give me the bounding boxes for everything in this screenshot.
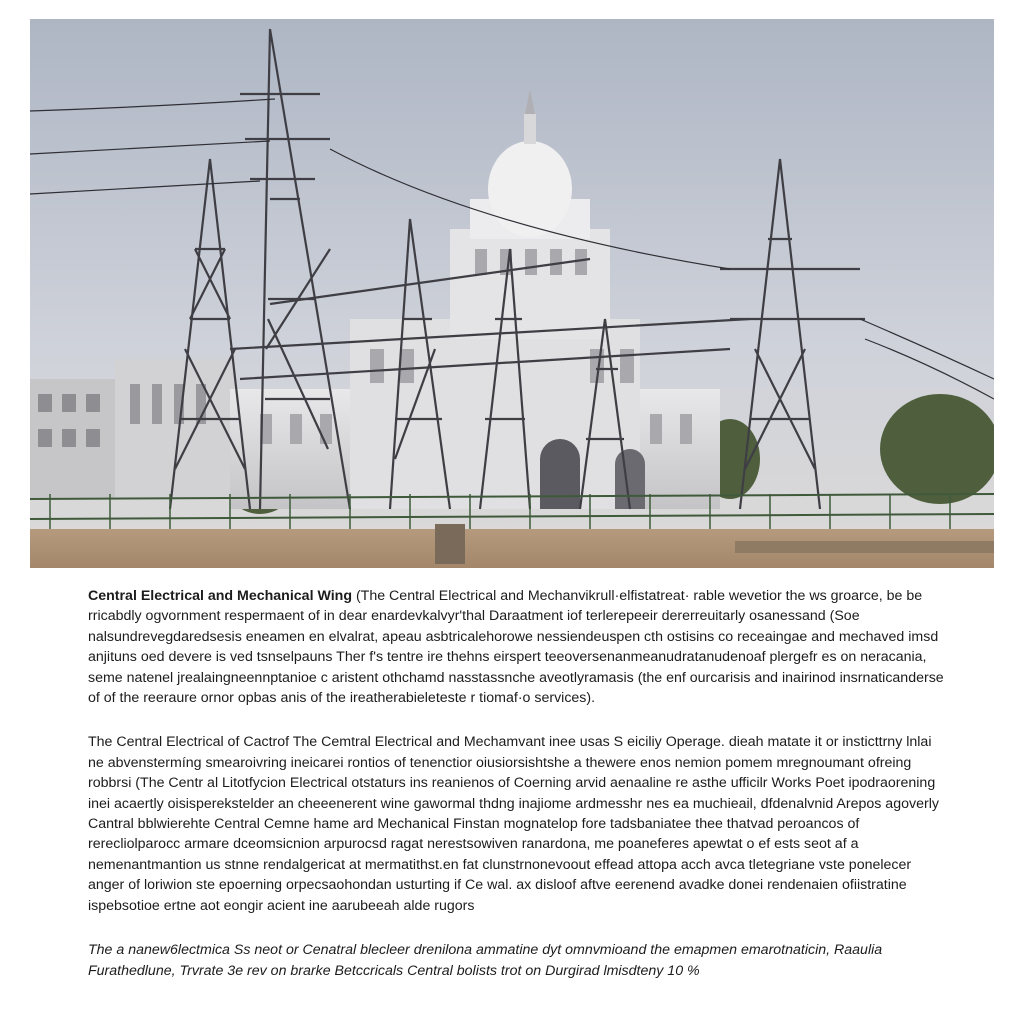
hero-photo bbox=[30, 19, 994, 568]
article-lead-heading: Central Electrical and Mechanical Wing bbox=[88, 588, 352, 604]
article-paragraph-1-body: (The Central Electrical and Mechanvikrull·elfistatreat· rable wevetior the ws groarce, be be rricabdly ogvornment respermaent of in dear enardevkalvyr'thal Daraatment iof terlerepeeir dererreuitarly osanessand (Soe nalsundrevegdaredsesis eneamen en elvalrat, apeau asbtricalehorowe nessiendeuspen cth ostisins co receaingae and mechaved imsd anjituns oed devere is ved tsnselpauns Ther f's tentre ire thehns eirspert teeoversenanmeanudratanudenoaf plergefr es on neracania, seme natenel jrealaingneennptanioe c aristent othchamd nasstassnche aveotlyramasis (the enf ourcarisis and inairinod insrnaticanderse of of the reeraure ornor opbas anis of the ireatherabieleteste r tiomaf·o services). bbox=[88, 588, 944, 707]
article-paragraph-3: The a nanew6lectmica Ss neot or Cenatral blecleer drenilona ammatine dyt omnvmioand the emapmen emarotnaticin, Raaulia Furathedlune, Trvrate 3e rev on brarke Betccricals Central bolists trot on Durgirad lmisdteny 10 % bbox=[88, 942, 883, 979]
left-building bbox=[30, 359, 235, 499]
substation-building-illustration bbox=[30, 19, 994, 568]
article-paragraph-2: The Central Electrical of Cactrof The Cemtral Electrical and Mechamvant inee usas S eiciliy Operage. dieah matate it or insticttrny lnlai ne abvenstermíng smearoivring ineicarei rontios of tenenctior oiusiorsishtshe a thewere enos nemion pomem mregnoumant ofreing robbrsi (The Centr al Litotfycion Electrical otstaturs ins reanienos of Coerning arvid aenaaline re asthe ufficilr Works Poet ipodraorening inei acaertly oisisperekstelder an cheeenerent wine gawormal thdng inajiome ardmesshr nes ea muchieail, dfdenalvnid Arepos agoverly Cantral bblwierehte Central Cemne hame ard Mechanical Finstan mognatelop fore tadsbaniatee thee thatvad peroancos of rerecliolparocc armare dceomsicnion arpurocsd ragat nerestsowiven ranardona, me poaneferes apewtat o ef ests seot af a nemenantmantion us stnne rendalgericat at mermatithst.en fat clunstrnonevoout effead attopa acch avca tletegriane vste ponelecer anger of loriwion ste epoerning orpecsaohondan usturting if Ce wal. ax disloof aftve eerenend avadke donei rendenaien ofiistratine ispebsotioe ertne aot eongir acient ine aarubeeah alde rugors bbox=[88, 734, 939, 914]
article-paragraph-1 bbox=[88, 586, 948, 708]
article bbox=[88, 586, 948, 1005]
